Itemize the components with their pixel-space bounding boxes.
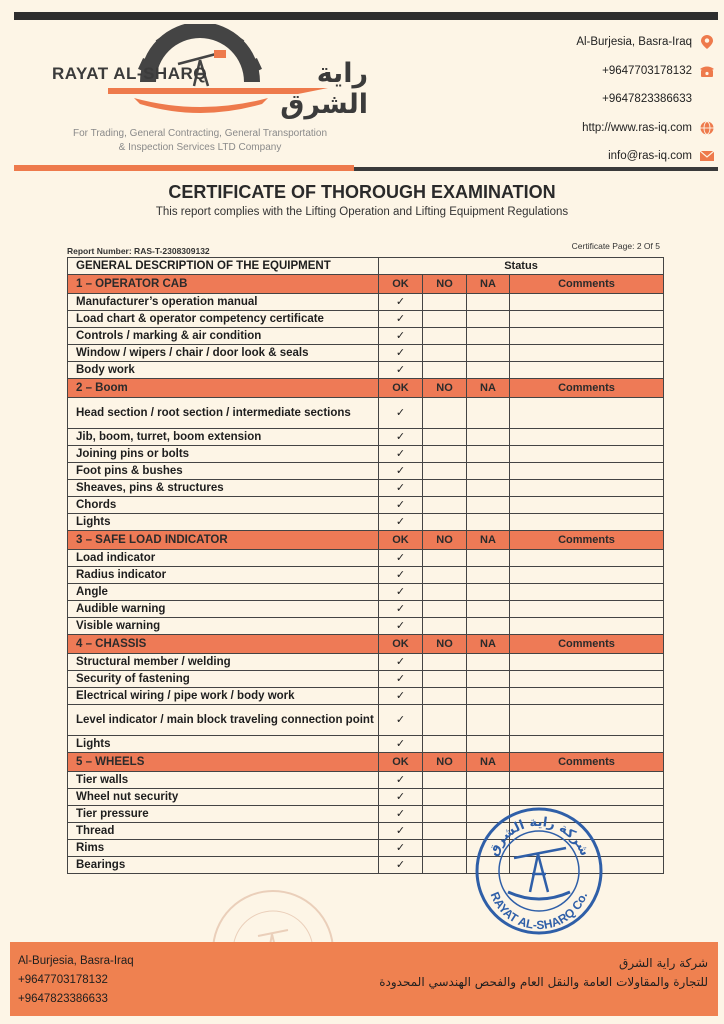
col-no-label: NO	[423, 379, 467, 398]
item-description: Wheel nut security	[68, 789, 379, 806]
col-na-label: NA	[467, 531, 510, 550]
no-cell	[423, 840, 467, 857]
header-status: Status	[379, 258, 664, 275]
col-no-label: NO	[423, 531, 467, 550]
ok-check-icon: ✓	[379, 654, 423, 671]
comments-cell	[510, 618, 664, 635]
comments-cell	[510, 705, 664, 736]
na-cell	[467, 463, 510, 480]
item-description: Jib, boom, turret, boom extension	[68, 429, 379, 446]
section-header-row	[68, 753, 664, 772]
item-description: Chords	[68, 497, 379, 514]
ok-check-icon: ✓	[379, 789, 423, 806]
brand-name-arabic: راية الشرق	[280, 58, 368, 120]
col-na-label: NA	[467, 275, 510, 294]
ok-check-icon: ✓	[379, 601, 423, 618]
table-row	[68, 514, 664, 531]
col-na-label: NA	[467, 635, 510, 654]
item-description: Controls / marking & air condition	[68, 328, 379, 345]
na-cell	[467, 311, 510, 328]
item-description: Electrical wiring / pipe work / body work	[68, 688, 379, 705]
ok-check-icon: ✓	[379, 398, 423, 429]
document-title: CERTIFICATE OF THOROUGH EXAMINATION	[168, 182, 556, 202]
ok-check-icon: ✓	[379, 772, 423, 789]
col-no-label: NO	[423, 753, 467, 772]
na-cell	[467, 789, 510, 806]
item-description: Lights	[68, 514, 379, 531]
section-header-row	[68, 531, 664, 550]
col-comments-label: Comments	[510, 379, 664, 398]
comments-cell	[510, 362, 664, 379]
no-cell	[423, 823, 467, 840]
table-row	[68, 618, 664, 635]
table-row	[68, 328, 664, 345]
item-description: Structural member / welding	[68, 654, 379, 671]
footer-contacts	[18, 952, 134, 1009]
stamp-text-english: RAYAT AL-SHARQ Co.	[487, 889, 591, 933]
footer-band	[10, 942, 718, 1016]
no-cell	[423, 362, 467, 379]
ok-check-icon: ✓	[379, 567, 423, 584]
globe-icon	[700, 121, 714, 135]
na-cell	[467, 654, 510, 671]
ok-check-icon: ✓	[379, 550, 423, 567]
table-row	[68, 446, 664, 463]
table-row	[68, 584, 664, 601]
table-row	[68, 671, 664, 688]
na-cell	[467, 705, 510, 736]
item-description: Audible warning	[68, 601, 379, 618]
ok-check-icon: ✓	[379, 688, 423, 705]
ok-check-icon: ✓	[379, 497, 423, 514]
ok-check-icon: ✓	[379, 362, 423, 379]
na-cell	[467, 345, 510, 362]
na-cell	[467, 429, 510, 446]
no-cell	[423, 429, 467, 446]
na-cell	[467, 671, 510, 688]
table-header-row	[68, 258, 664, 275]
section-title: 3 – SAFE LOAD INDICATOR	[68, 531, 379, 550]
table-row	[68, 789, 664, 806]
comments-cell	[510, 294, 664, 311]
header-divider-orange	[14, 165, 354, 171]
company-stamp	[474, 806, 604, 936]
table-row	[68, 294, 664, 311]
table-row	[68, 311, 664, 328]
na-cell	[467, 294, 510, 311]
comments-cell	[510, 772, 664, 789]
document-subtitle: This report complies with the Lifting Operation and Lifting Equipment Regulations	[155, 206, 569, 218]
footer-address: Al-Burjesia, Basra-Iraq	[18, 955, 134, 967]
no-cell	[423, 446, 467, 463]
no-cell	[423, 514, 467, 531]
ok-check-icon: ✓	[379, 345, 423, 362]
comments-cell	[510, 480, 664, 497]
item-description: Head section / root section / intermediate sections	[68, 398, 379, 429]
contact-website[interactable]: http://www.ras-iq.com	[514, 114, 714, 143]
na-cell	[467, 601, 510, 618]
mail-icon	[700, 149, 714, 163]
comments-cell	[510, 550, 664, 567]
na-cell	[467, 550, 510, 567]
ok-check-icon: ✓	[379, 480, 423, 497]
no-cell	[423, 480, 467, 497]
no-cell	[423, 584, 467, 601]
col-no-label: NO	[423, 635, 467, 654]
table-row	[68, 429, 664, 446]
comments-cell	[510, 567, 664, 584]
footer-arabic-line-1: شركة راية الشرق	[619, 956, 708, 970]
col-no-label: NO	[423, 275, 467, 294]
comments-cell	[510, 584, 664, 601]
no-cell	[423, 772, 467, 789]
col-ok-label: OK	[379, 379, 423, 398]
no-cell	[423, 671, 467, 688]
section-title: 5 – WHEELS	[68, 753, 379, 772]
report-number: Report Number: RAS-T-2308309132	[67, 246, 210, 256]
section-title: 4 – CHASSIS	[68, 635, 379, 654]
tagline-line-1: For Trading, General Contracting, General Transportation	[72, 128, 328, 139]
section-header-row	[68, 379, 664, 398]
contact-email[interactable]: info@ras-iq.com	[514, 142, 714, 171]
col-na-label: NA	[467, 379, 510, 398]
na-cell	[467, 688, 510, 705]
location-pin-icon	[700, 35, 714, 49]
item-description: Body work	[68, 362, 379, 379]
no-cell	[423, 497, 467, 514]
item-description: Angle	[68, 584, 379, 601]
na-cell	[467, 514, 510, 531]
table-row	[68, 398, 664, 429]
col-comments-label: Comments	[510, 275, 664, 294]
no-cell	[423, 311, 467, 328]
item-description: Radius indicator	[68, 567, 379, 584]
item-description: Sheaves, pins & structures	[68, 480, 379, 497]
comments-cell	[510, 688, 664, 705]
ok-check-icon: ✓	[379, 736, 423, 753]
brand-name-english: RAYAT AL-SHARQ	[52, 64, 207, 83]
no-cell	[423, 618, 467, 635]
ok-check-icon: ✓	[379, 618, 423, 635]
examination-table	[67, 257, 664, 874]
table-row	[68, 654, 664, 671]
table-row	[68, 345, 664, 362]
company-logo	[48, 24, 368, 124]
item-description: Tier pressure	[68, 806, 379, 823]
na-cell	[467, 497, 510, 514]
section-header-row	[68, 275, 664, 294]
no-cell	[423, 398, 467, 429]
no-cell	[423, 654, 467, 671]
na-cell	[467, 398, 510, 429]
item-description: Level indicator / main block traveling connection point	[68, 705, 379, 736]
comments-cell	[510, 736, 664, 753]
footer-arabic-name	[379, 954, 708, 992]
item-description: Joining pins or bolts	[68, 446, 379, 463]
item-description: Tier walls	[68, 772, 379, 789]
comments-cell	[510, 429, 664, 446]
table-row	[68, 463, 664, 480]
ok-check-icon: ✓	[379, 705, 423, 736]
no-cell	[423, 705, 467, 736]
table-row	[68, 362, 664, 379]
no-cell	[423, 688, 467, 705]
header-description: GENERAL DESCRIPTION OF THE EQUIPMENT	[68, 258, 379, 275]
ok-check-icon: ✓	[379, 584, 423, 601]
col-ok-label: OK	[379, 275, 423, 294]
phone-icon	[700, 64, 714, 78]
col-comments-label: Comments	[510, 531, 664, 550]
no-cell	[423, 806, 467, 823]
no-cell	[423, 567, 467, 584]
col-ok-label: OK	[379, 531, 423, 550]
col-ok-label: OK	[379, 635, 423, 654]
table-row	[68, 736, 664, 753]
comments-cell	[510, 463, 664, 480]
ok-check-icon: ✓	[379, 429, 423, 446]
item-description: Security of fastening	[68, 671, 379, 688]
na-cell	[467, 567, 510, 584]
ok-check-icon: ✓	[379, 463, 423, 480]
tagline-line-2: & Inspection Services LTD Company	[118, 142, 282, 153]
item-description: Bearings	[68, 857, 379, 874]
na-cell	[467, 480, 510, 497]
certificate-page: Certificate Page: 2 Of 5	[571, 241, 660, 251]
no-cell	[423, 789, 467, 806]
na-cell	[467, 446, 510, 463]
comments-cell	[510, 654, 664, 671]
ok-check-icon: ✓	[379, 446, 423, 463]
item-description: Load indicator	[68, 550, 379, 567]
ok-check-icon: ✓	[379, 806, 423, 823]
contact-phone-1: +9647703178132	[514, 57, 714, 86]
no-cell	[423, 294, 467, 311]
ok-check-icon: ✓	[379, 514, 423, 531]
comments-cell	[510, 671, 664, 688]
ok-check-icon: ✓	[379, 823, 423, 840]
comments-cell	[510, 398, 664, 429]
section-title: 2 – Boom	[68, 379, 379, 398]
comments-cell	[510, 789, 664, 806]
col-na-label: NA	[467, 753, 510, 772]
comments-cell	[510, 311, 664, 328]
na-cell	[467, 772, 510, 789]
comments-cell	[510, 446, 664, 463]
comments-cell	[510, 601, 664, 618]
ok-check-icon: ✓	[379, 671, 423, 688]
no-cell	[423, 328, 467, 345]
table-row	[68, 601, 664, 618]
comments-cell	[510, 345, 664, 362]
contact-phone-2: +9647823386633	[602, 93, 692, 106]
item-description: Rims	[68, 840, 379, 857]
no-cell	[423, 736, 467, 753]
comments-cell	[510, 497, 664, 514]
comments-cell	[510, 328, 664, 345]
na-cell	[467, 618, 510, 635]
table-row	[68, 567, 664, 584]
item-description: Visible warning	[68, 618, 379, 635]
ok-check-icon: ✓	[379, 328, 423, 345]
table-row	[68, 480, 664, 497]
no-cell	[423, 463, 467, 480]
table-row	[68, 688, 664, 705]
na-cell	[467, 328, 510, 345]
na-cell	[467, 736, 510, 753]
stamp-text-arabic: شركة راية الشرق	[486, 814, 593, 859]
col-comments-label: Comments	[510, 753, 664, 772]
item-description: Load chart & operator competency certificate	[68, 311, 379, 328]
header-divider-dark	[354, 167, 718, 171]
section-title: 1 – OPERATOR CAB	[68, 275, 379, 294]
item-description: Lights	[68, 736, 379, 753]
no-cell	[423, 550, 467, 567]
no-cell	[423, 601, 467, 618]
footer-arabic-line-2: للتجارة والمقاولات العامة والنقل العام والفحص الهندسي المحدودة	[379, 975, 708, 989]
header-top-bar	[14, 12, 718, 20]
company-tagline	[40, 127, 360, 155]
item-description: Manufacturer’s operation manual	[68, 294, 379, 311]
contact-address: Al-Burjesia, Basra-Iraq	[514, 28, 714, 57]
footer-phone-2: +9647823386633	[18, 993, 108, 1005]
no-cell	[423, 857, 467, 874]
na-cell	[467, 362, 510, 379]
no-cell	[423, 345, 467, 362]
ok-check-icon: ✓	[379, 294, 423, 311]
item-description: Foot pins & bushes	[68, 463, 379, 480]
ok-check-icon: ✓	[379, 311, 423, 328]
col-comments-label: Comments	[510, 635, 664, 654]
table-row	[68, 550, 664, 567]
col-ok-label: OK	[379, 753, 423, 772]
item-description: Window / wipers / chair / door look & seals	[68, 345, 379, 362]
na-cell	[467, 584, 510, 601]
comments-cell	[510, 514, 664, 531]
ok-check-icon: ✓	[379, 840, 423, 857]
item-description: Thread	[68, 823, 379, 840]
table-row	[68, 497, 664, 514]
ok-check-icon: ✓	[379, 857, 423, 874]
section-header-row	[68, 635, 664, 654]
table-row	[68, 772, 664, 789]
table-row	[68, 705, 664, 736]
footer-phone-1: +9647703178132	[18, 974, 108, 986]
header-contacts	[514, 28, 714, 171]
